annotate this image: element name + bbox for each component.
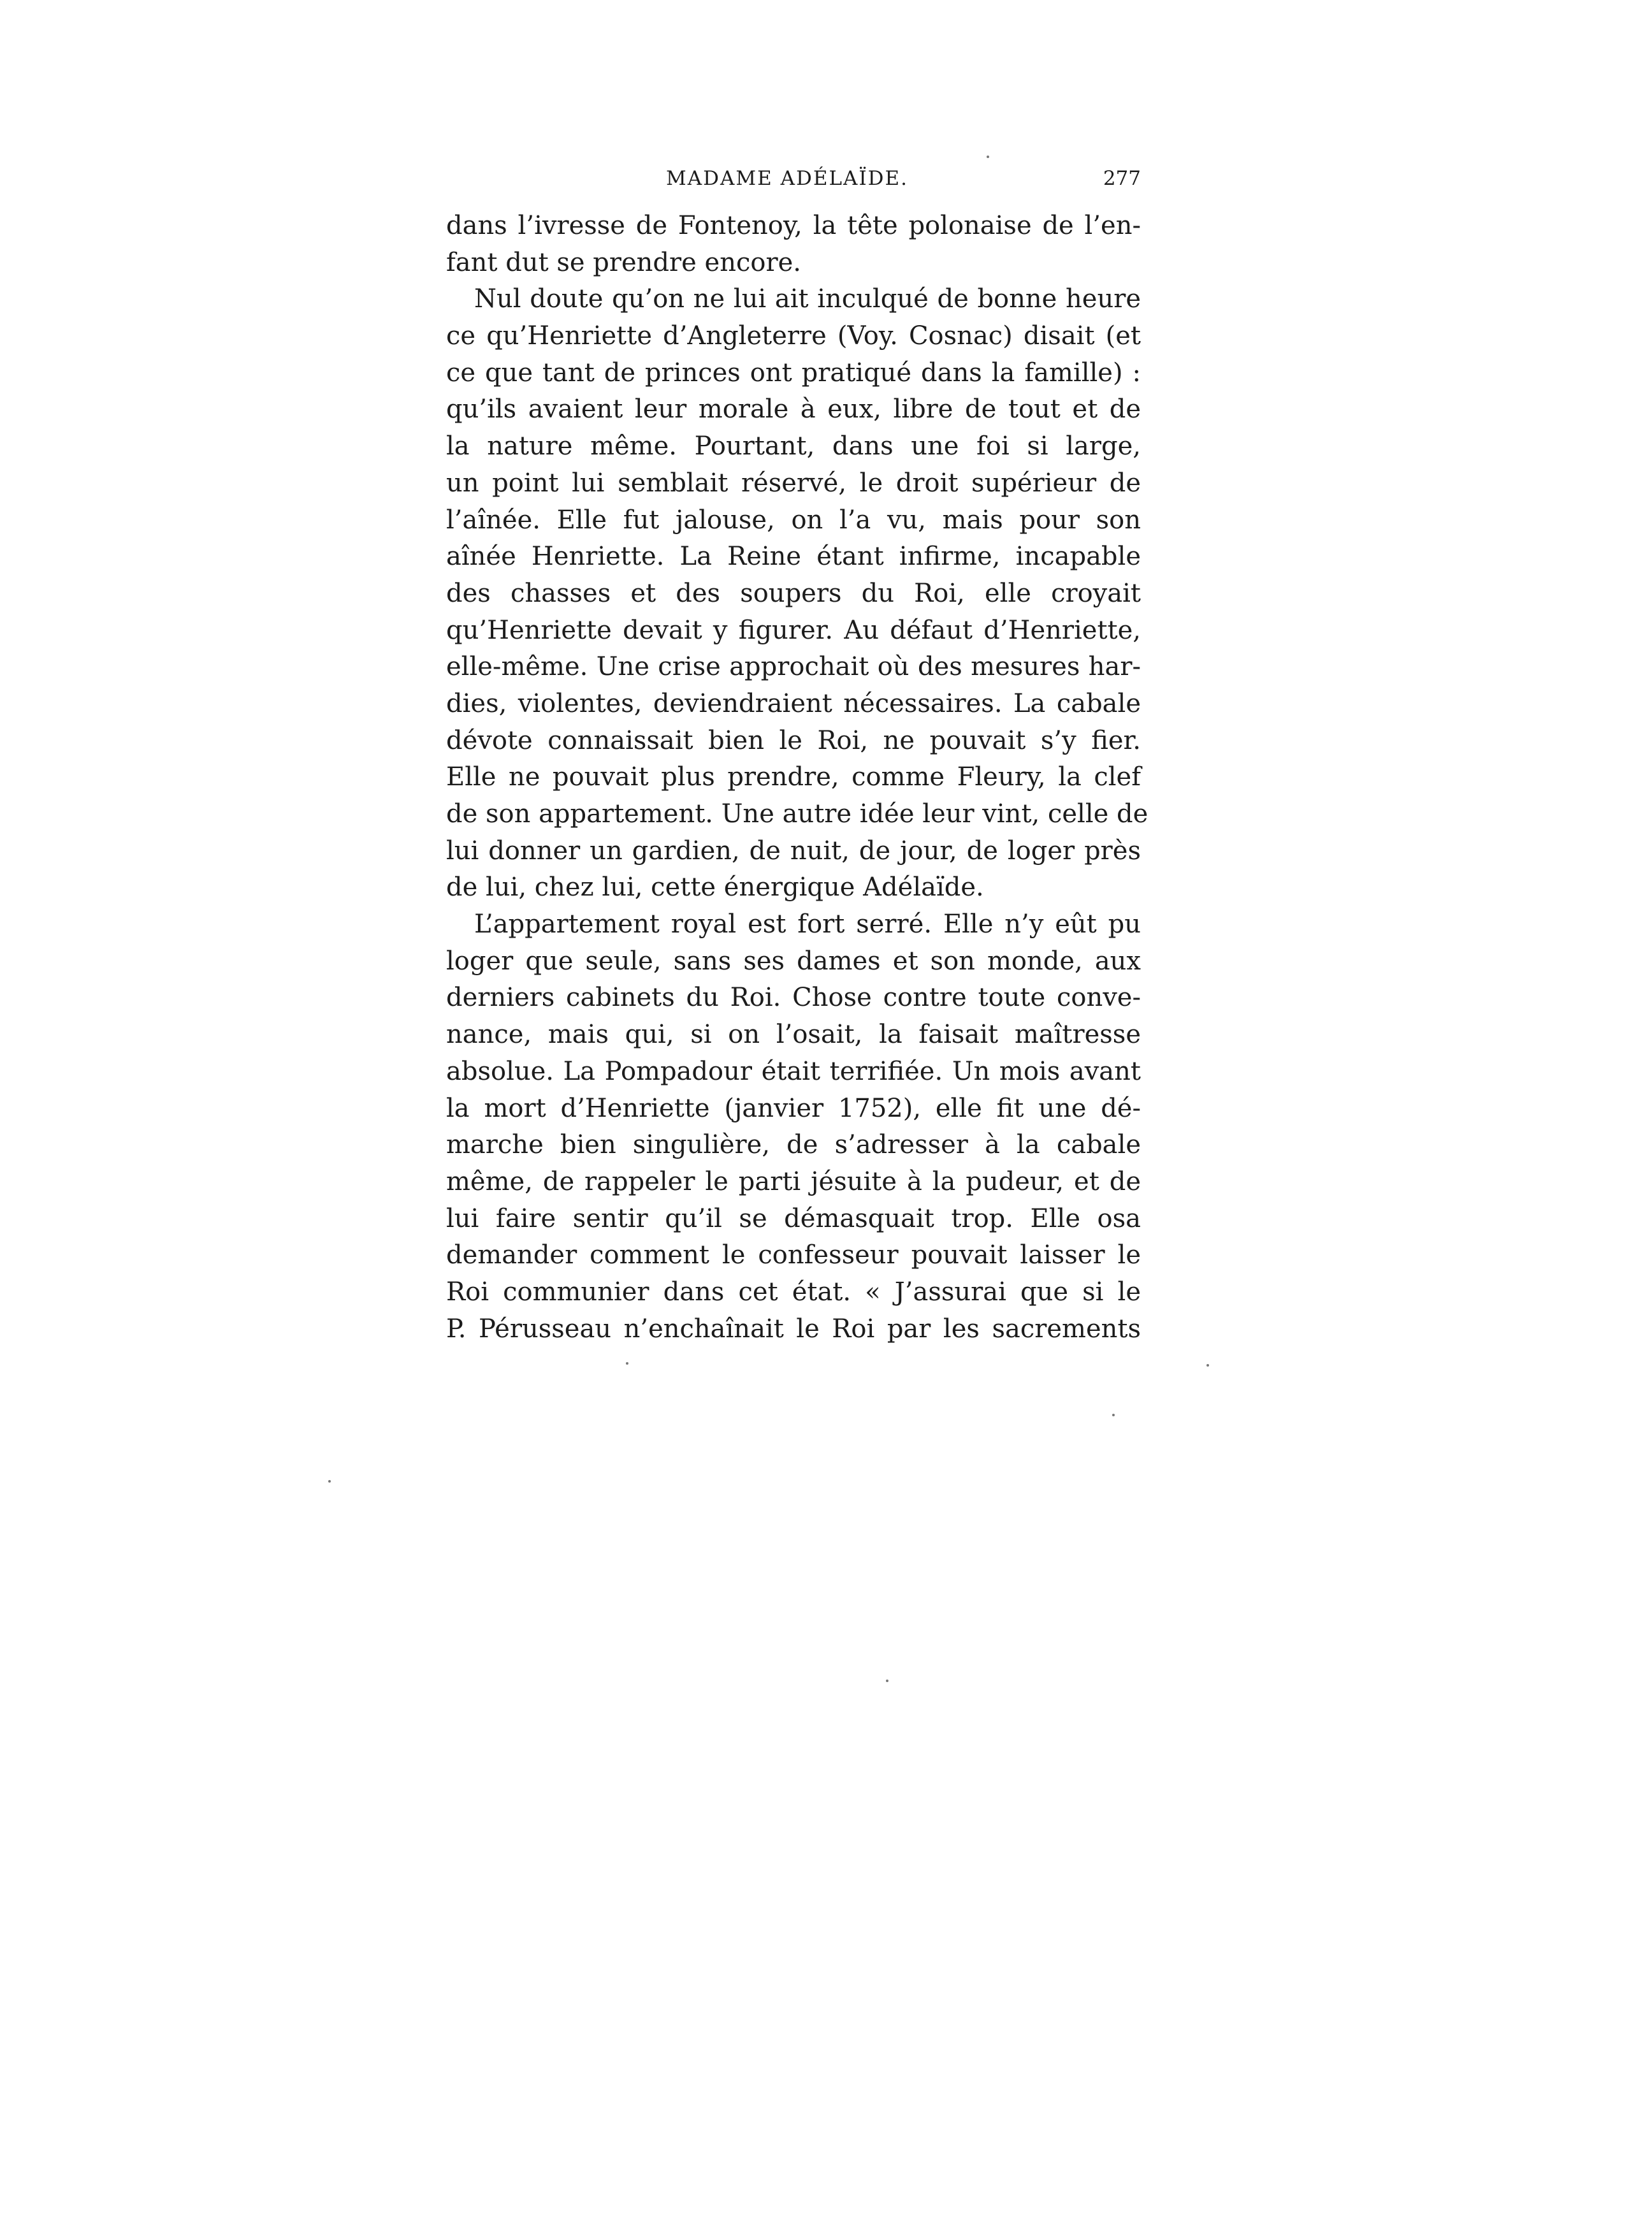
running-head [446,167,1141,199]
text-line: dévote connaissait bien le Roi, ne pouvait s’y fier. [446,725,1141,755]
text-line: nance, mais qui, si on l’osait, la faisait maîtresse [446,1020,1141,1050]
text-line: elle-même. Une crise approchait où des mesures har- [446,652,1141,682]
text-line: ce qu’Henriette d’Angleterre (Voy. Cosnac) disait (et [446,321,1141,351]
text-line: fant dut se prendre encore. [446,247,801,277]
text-line: la mort d’Henriette (janvier 1752), elle fit une dé- [446,1093,1141,1123]
text-line: L’appartement royal est fort serré. Elle n’y eût pu [474,910,1141,940]
text-line: l’aînée. Elle fut jalouse, on l’a vu, mais pour son [446,505,1141,535]
text-line: lui donner un gardien, de nuit, de jour, de loger près [446,836,1141,866]
text-line: des chasses et des soupers du Roi, elle croyait [446,578,1141,608]
text-line: qu’ils avaient leur morale à eux, libre de tout et de [446,395,1141,425]
text-line: même, de rappeler le parti jésuite à la pudeur, et de [446,1166,1141,1196]
text-line: dans l’ivresse de Fontenoy, la tête polonaise de l’en- [446,211,1141,240]
text-line: un point lui semblait réservé, le droit supérieur de [446,468,1141,498]
text-line: marche bien singulière, de s’adresser à la cabale [446,1130,1141,1160]
scan-speck [328,1480,331,1483]
text-line: absolue. La Pompadour était terrifiée. Un mois avant [446,1056,1141,1086]
scan-speck [1112,1414,1115,1416]
body-text [446,208,1148,1347]
scan-speck [1206,1364,1209,1367]
text-line: qu’Henriette devait y figurer. Au défaut d’Henriette, [446,615,1141,645]
scan-speck [886,1680,888,1682]
text-line: dies, violentes, deviendraient nécessaires. La cabale [446,688,1141,718]
text-line: aînée Henriette. La Reine étant infirme, incapable [446,542,1141,572]
text-line: Elle ne pouvait plus prendre, comme Fleury, la clef [446,762,1141,792]
text-line: Roi communier dans cet état. « J’assurai que si le [446,1277,1141,1307]
text-line: de son appartement. Une autre idée leur vint, celle de [446,799,1148,829]
text-line: derniers cabinets du Roi. Chose contre toute conve- [446,983,1141,1013]
text-line: P. Pérusseau n’enchaînait le Roi par les sacrements [446,1314,1141,1344]
running-title: MADAME ADÉLAÏDE. [666,167,909,190]
text-line: loger que seule, sans ses dames et son monde, aux [446,946,1141,976]
text-line: ce que tant de princes ont pratiqué dans la famille) : [446,358,1141,388]
scan-speck [987,156,989,158]
text-line: lui faire sentir qu’il se démasquait trop. Elle osa [446,1203,1141,1233]
page-number: 277 [1103,167,1141,190]
text-line: la nature même. Pourtant, dans une foi si large, [446,432,1141,461]
text-line: de lui, chez lui, cette énergique Adélaïde. [446,873,984,903]
text-line: Nul doute qu’on ne lui ait inculqué de bonne heure [474,284,1141,314]
scan-speck [626,1362,628,1365]
text-line: demander comment le confesseur pouvait laisser le [446,1240,1141,1270]
